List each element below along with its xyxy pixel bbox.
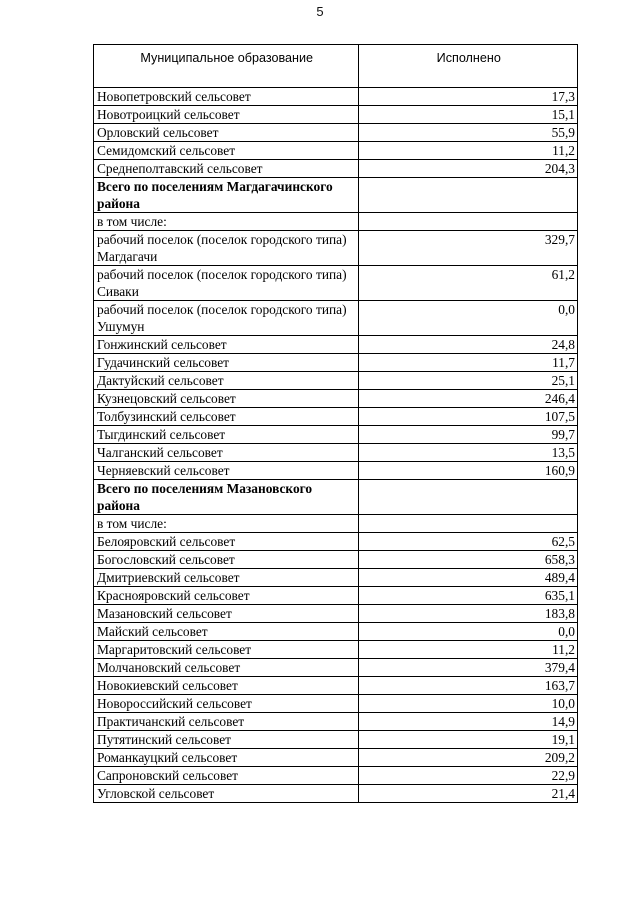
- municipality-name-cell: рабочий поселок (поселок городского типа) Сиваки: [94, 266, 359, 301]
- municipality-name-cell: Путятинский сельсовет: [94, 731, 359, 749]
- municipality-name-cell: Кузнецовский сельсовет: [94, 390, 359, 408]
- table-row: [94, 372, 578, 390]
- executed-value-cell: 24,8: [359, 336, 578, 354]
- municipality-name-cell: Чалганский сельсовет: [94, 444, 359, 462]
- municipality-name-cell: Новопетровский сельсовет: [94, 88, 359, 106]
- municipality-name-cell: Новотроицкий сельсовет: [94, 106, 359, 124]
- executed-value-cell: 0,0: [359, 301, 578, 336]
- column-header-municipality: Муниципальное образование: [94, 45, 359, 88]
- municipality-name-cell: Гудачинский сельсовет: [94, 354, 359, 372]
- executed-value-cell: 160,9: [359, 462, 578, 480]
- table-row: [94, 390, 578, 408]
- municipality-name-cell: рабочий поселок (поселок городского типа) Магдагачи: [94, 231, 359, 266]
- table-row: [94, 336, 578, 354]
- executed-value-cell: 99,7: [359, 426, 578, 444]
- municipality-name-cell: Мазановский сельсовет: [94, 605, 359, 623]
- table-row: [94, 731, 578, 749]
- municipality-name-cell: Черняевский сельсовет: [94, 462, 359, 480]
- municipality-name-cell: Угловской сельсовет: [94, 785, 359, 803]
- municipality-name-cell: Всего по поселениям Мазановского района: [94, 480, 359, 515]
- municipality-name-cell: Сапроновский сельсовет: [94, 767, 359, 785]
- executed-value-cell: 61,2: [359, 266, 578, 301]
- execution-table: [93, 44, 578, 803]
- table-row: [94, 462, 578, 480]
- municipality-name-cell: Семидомский сельсовет: [94, 142, 359, 160]
- column-header-executed: Исполнено: [359, 45, 578, 88]
- executed-value-cell: 11,7: [359, 354, 578, 372]
- table-row: [94, 88, 578, 106]
- municipality-name-cell: Толбузинский сельсовет: [94, 408, 359, 426]
- municipality-name-cell: рабочий поселок (поселок городского типа) Ушумун: [94, 301, 359, 336]
- table-row: [94, 623, 578, 641]
- municipality-name-cell: Краснояровский сельсовет: [94, 587, 359, 605]
- table-row: [94, 533, 578, 551]
- table-row: [94, 641, 578, 659]
- municipality-name-cell: Практичанский сельсовет: [94, 713, 359, 731]
- table-row: [94, 124, 578, 142]
- table-row: [94, 695, 578, 713]
- municipality-name-cell: Новороссийский сельсовет: [94, 695, 359, 713]
- table-header: [94, 45, 578, 88]
- municipality-name-cell: в том числе:: [94, 213, 359, 231]
- municipality-name-cell: Гонжинский сельсовет: [94, 336, 359, 354]
- executed-value-cell: 0,0: [359, 623, 578, 641]
- municipality-name-cell: Всего по поселениям Магдагачинского района: [94, 178, 359, 213]
- municipality-name-cell: Романкауцкий сельсовет: [94, 749, 359, 767]
- table-row: [94, 551, 578, 569]
- municipality-name-cell: Майский сельсовет: [94, 623, 359, 641]
- table-row: [94, 605, 578, 623]
- municipality-name-cell: Богословский сельсовет: [94, 551, 359, 569]
- executed-value-cell: 658,3: [359, 551, 578, 569]
- municipality-name-cell: Новокиевский сельсовет: [94, 677, 359, 695]
- municipality-name-cell: Тыгдинский сельсовет: [94, 426, 359, 444]
- executed-value-cell: [359, 515, 578, 533]
- table-row: [94, 160, 578, 178]
- table-row: [94, 785, 578, 803]
- executed-value-cell: 183,8: [359, 605, 578, 623]
- executed-value-cell: 62,5: [359, 533, 578, 551]
- executed-value-cell: 11,2: [359, 142, 578, 160]
- table-row: [94, 426, 578, 444]
- executed-value-cell: 22,9: [359, 767, 578, 785]
- table-row: [94, 142, 578, 160]
- executed-value-cell: 15,1: [359, 106, 578, 124]
- table-row: [94, 569, 578, 587]
- page-number: 5: [316, 4, 324, 19]
- executed-value-cell: 13,5: [359, 444, 578, 462]
- executed-value-cell: 107,5: [359, 408, 578, 426]
- executed-value-cell: 25,1: [359, 372, 578, 390]
- executed-value-cell: 635,1: [359, 587, 578, 605]
- executed-value-cell: 163,7: [359, 677, 578, 695]
- municipality-name-cell: Белояровский сельсовет: [94, 533, 359, 551]
- executed-value-cell: 55,9: [359, 124, 578, 142]
- executed-value-cell: 329,7: [359, 231, 578, 266]
- municipality-name-cell: в том числе:: [94, 515, 359, 533]
- table-row: [94, 301, 578, 336]
- executed-value-cell: 19,1: [359, 731, 578, 749]
- table-row: [94, 408, 578, 426]
- table-row: [94, 767, 578, 785]
- table-row: [94, 713, 578, 731]
- executed-value-cell: [359, 178, 578, 213]
- table-row: [94, 515, 578, 533]
- executed-value-cell: 17,3: [359, 88, 578, 106]
- municipality-name-cell: Маргаритовский сельсовет: [94, 641, 359, 659]
- executed-value-cell: [359, 480, 578, 515]
- table-row: [94, 587, 578, 605]
- table-row: [94, 213, 578, 231]
- municipality-name-cell: Дактуйский сельсовет: [94, 372, 359, 390]
- table-row: [94, 677, 578, 695]
- municipality-name-cell: Молчановский сельсовет: [94, 659, 359, 677]
- table-row: [94, 444, 578, 462]
- executed-value-cell: 10,0: [359, 695, 578, 713]
- executed-value-cell: 209,2: [359, 749, 578, 767]
- executed-value-cell: 14,9: [359, 713, 578, 731]
- executed-value-cell: 379,4: [359, 659, 578, 677]
- table-row: [94, 266, 578, 301]
- executed-value-cell: 204,3: [359, 160, 578, 178]
- executed-value-cell: 21,4: [359, 785, 578, 803]
- municipality-name-cell: Среднеполтавский сельсовет: [94, 160, 359, 178]
- table-row-total: [94, 178, 578, 213]
- table-row: [94, 106, 578, 124]
- executed-value-cell: 11,2: [359, 641, 578, 659]
- table-body: [94, 88, 578, 803]
- executed-value-cell: [359, 213, 578, 231]
- table-row: [94, 659, 578, 677]
- table-row: [94, 749, 578, 767]
- table-row: [94, 354, 578, 372]
- executed-value-cell: 246,4: [359, 390, 578, 408]
- municipality-name-cell: Орловский сельсовет: [94, 124, 359, 142]
- municipality-name-cell: Дмитриевский сельсовет: [94, 569, 359, 587]
- table-row: [94, 231, 578, 266]
- executed-value-cell: 489,4: [359, 569, 578, 587]
- table-row-total: [94, 480, 578, 515]
